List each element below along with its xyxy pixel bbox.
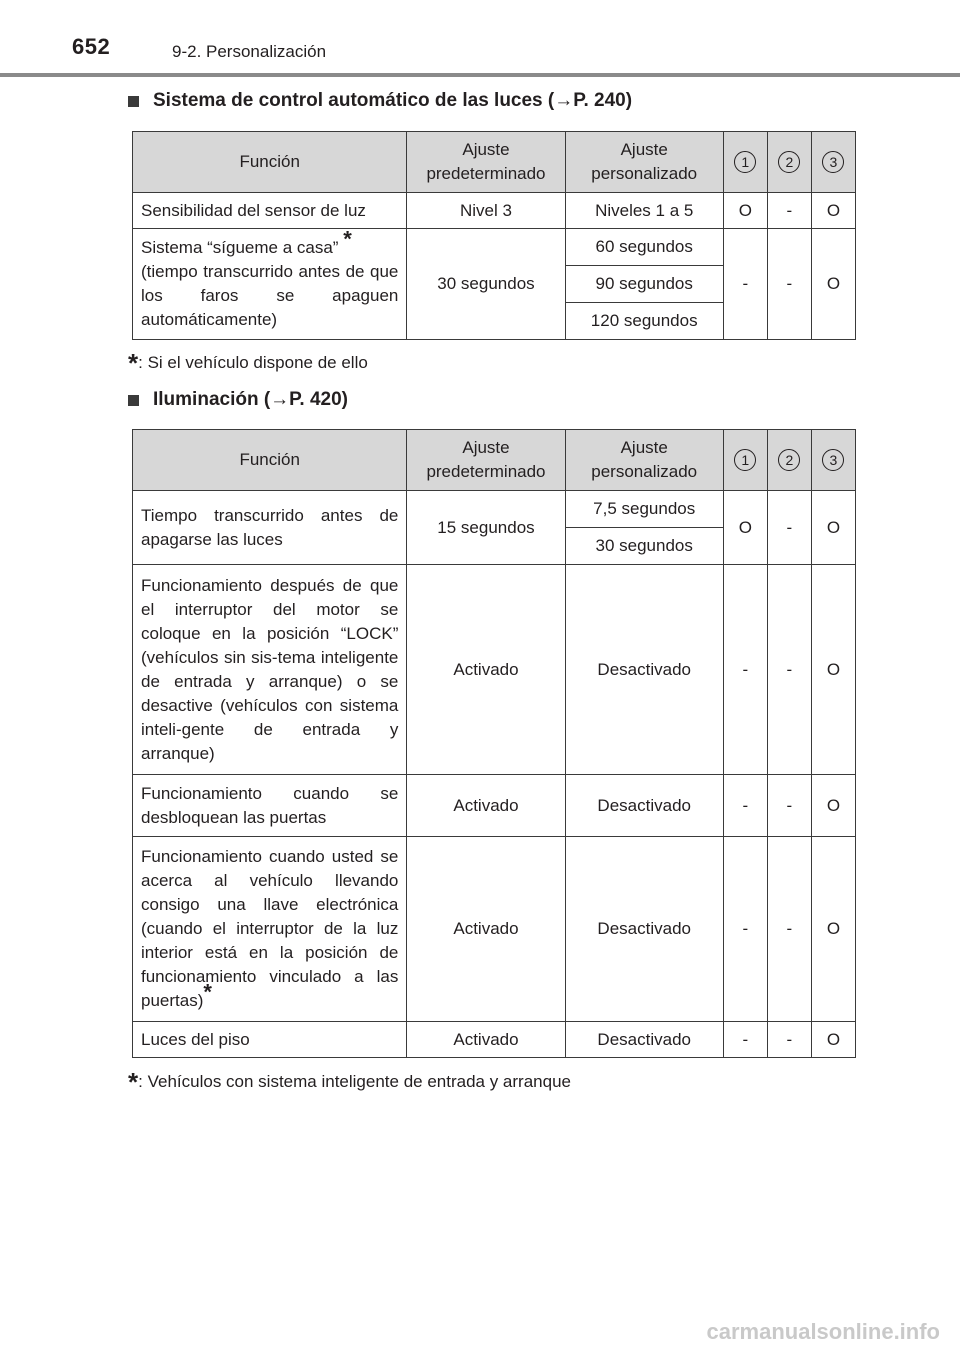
- cell-default: Activado: [407, 837, 565, 1022]
- cell-mode-1: -: [723, 837, 767, 1022]
- cell-mode-1: O: [723, 491, 767, 565]
- section-heading-luces: [128, 90, 632, 112]
- cell-default: Nivel 3: [407, 193, 565, 229]
- table-control-luces: [132, 131, 856, 340]
- cell-mode-1: -: [723, 565, 767, 775]
- cell-funcion: [133, 837, 407, 1022]
- table-row: [133, 491, 856, 528]
- cell-funcion: [133, 226, 407, 340]
- col-header-default: Ajuste predeterminado: [407, 132, 565, 193]
- cell-custom: Desactivado: [565, 775, 723, 837]
- cell-mode-3: O: [811, 491, 855, 565]
- footnote-marker: *: [343, 226, 352, 252]
- table-header-row: [133, 430, 856, 491]
- col-header-mode-2: [767, 132, 811, 193]
- col-header-mode-2: [767, 430, 811, 491]
- cell-mode-2: -: [767, 837, 811, 1022]
- cell-custom: 120 segundos: [565, 303, 723, 340]
- cell-custom: 90 segundos: [565, 266, 723, 303]
- table-header-row: [133, 132, 856, 193]
- table-row: [133, 775, 856, 837]
- cell-custom: Desactivado: [565, 1022, 723, 1058]
- cell-funcion-text: Funcionamiento cuando usted se acerca al vehículo llevando consigo una llave electrónica (cuando el interruptor de la luz interior está en la posición de funcionamiento vinculado a las puertas): [141, 847, 399, 1010]
- circled-2-icon: 2: [778, 449, 800, 471]
- section-heading-text: Sistema de control automático de las luces (→P. 240): [153, 90, 633, 111]
- table-iluminacion: [132, 429, 856, 1058]
- footnote-1: [128, 348, 368, 379]
- cell-funcion-title: Sistema “sígueme a casa”: [141, 238, 339, 257]
- cell-mode-1: -: [723, 775, 767, 837]
- footnote-sep: :: [138, 1072, 143, 1091]
- col-header-mode-1: [723, 430, 767, 491]
- cell-mode-3: O: [811, 837, 855, 1022]
- footnote-star: *: [128, 1067, 139, 1097]
- cell-default: 15 segundos: [407, 491, 565, 565]
- chapter-title: 9-2. Personalización: [172, 42, 327, 61]
- cell-mode-3: O: [811, 565, 855, 775]
- section-heading-iluminacion: [128, 389, 348, 411]
- cell-default: Activado: [407, 1022, 565, 1058]
- cell-default: Activado: [407, 775, 565, 837]
- cell-funcion: Sensibilidad del sensor de luz: [133, 193, 407, 229]
- table-row: [133, 229, 856, 266]
- cell-funcion: Luces del piso: [133, 1022, 407, 1058]
- cell-custom: 60 segundos: [565, 229, 723, 266]
- cell-mode-3: O: [811, 775, 855, 837]
- cell-mode-2: -: [767, 193, 811, 229]
- circled-3-icon: 3: [822, 449, 844, 471]
- watermark: carmanualsonline.info: [706, 1319, 940, 1344]
- footnote-marker: *: [203, 979, 212, 1005]
- cell-mode-3: O: [811, 229, 855, 340]
- col-header-funcion: Función: [133, 430, 407, 491]
- col-header-custom: Ajuste personalizado: [565, 430, 723, 491]
- circled-1-icon: 1: [734, 449, 756, 471]
- cell-mode-1: -: [723, 229, 767, 340]
- cell-mode-2: -: [767, 491, 811, 565]
- cell-mode-2: -: [767, 229, 811, 340]
- cell-funcion: Funcionamiento cuando se desbloquean las puertas: [133, 775, 407, 837]
- footnote-text: Vehículos con sistema inteligente de entrada y arranque: [147, 1072, 571, 1091]
- page-header: [0, 0, 960, 80]
- cell-mode-2: -: [767, 775, 811, 837]
- cell-mode-3: O: [811, 1022, 855, 1058]
- cell-custom: 30 segundos: [565, 528, 723, 565]
- col-header-mode-1: [723, 132, 767, 193]
- cell-custom: Desactivado: [565, 565, 723, 775]
- col-header-mode-3: [811, 132, 855, 193]
- cell-mode-2: -: [767, 565, 811, 775]
- table-row: [133, 193, 856, 229]
- cell-funcion-note: (tiempo transcurrido antes de que los faros se apaguen automáticamente): [141, 262, 399, 329]
- table-row: [133, 837, 856, 1022]
- cell-mode-3: O: [811, 193, 855, 229]
- cell-custom: 7,5 segundos: [565, 491, 723, 528]
- square-bullet-icon: [128, 96, 139, 107]
- col-header-mode-3: [811, 430, 855, 491]
- footnote-sep: :: [138, 353, 143, 372]
- col-header-funcion: Función: [133, 132, 407, 193]
- col-header-default: Ajuste predeterminado: [407, 430, 565, 491]
- cell-default: 30 segundos: [407, 229, 565, 340]
- footnote-2: [128, 1067, 571, 1098]
- cell-custom: Desactivado: [565, 837, 723, 1022]
- col-header-custom: Ajuste personalizado: [565, 132, 723, 193]
- square-bullet-icon: [128, 395, 139, 406]
- cell-default: Activado: [407, 565, 565, 775]
- cell-funcion: Tiempo transcurrido antes de apagarse las luces: [133, 491, 407, 565]
- header-rule: [0, 73, 960, 77]
- cell-mode-1: -: [723, 1022, 767, 1058]
- cell-custom: Niveles 1 a 5: [565, 193, 723, 229]
- page-number: 652: [72, 34, 111, 59]
- table-row: [133, 565, 856, 775]
- circled-3-icon: 3: [822, 151, 844, 173]
- cell-funcion: Funcionamiento después de que el interruptor del motor se coloque en la posición “LOCK” (vehículos sin sis-tema inteligente de entrada y arranque) o se desactive (vehículos con sistema inteli-gente de entrada y arranque): [133, 565, 407, 775]
- cell-mode-1: O: [723, 193, 767, 229]
- cell-mode-2: -: [767, 1022, 811, 1058]
- table-row: [133, 1022, 856, 1058]
- footnote-star: *: [128, 348, 139, 378]
- circled-1-icon: 1: [734, 151, 756, 173]
- footnote-text: Si el vehículo dispone de ello: [147, 353, 368, 372]
- circled-2-icon: 2: [778, 151, 800, 173]
- section-heading-text: Iluminación (→P. 420): [153, 389, 348, 410]
